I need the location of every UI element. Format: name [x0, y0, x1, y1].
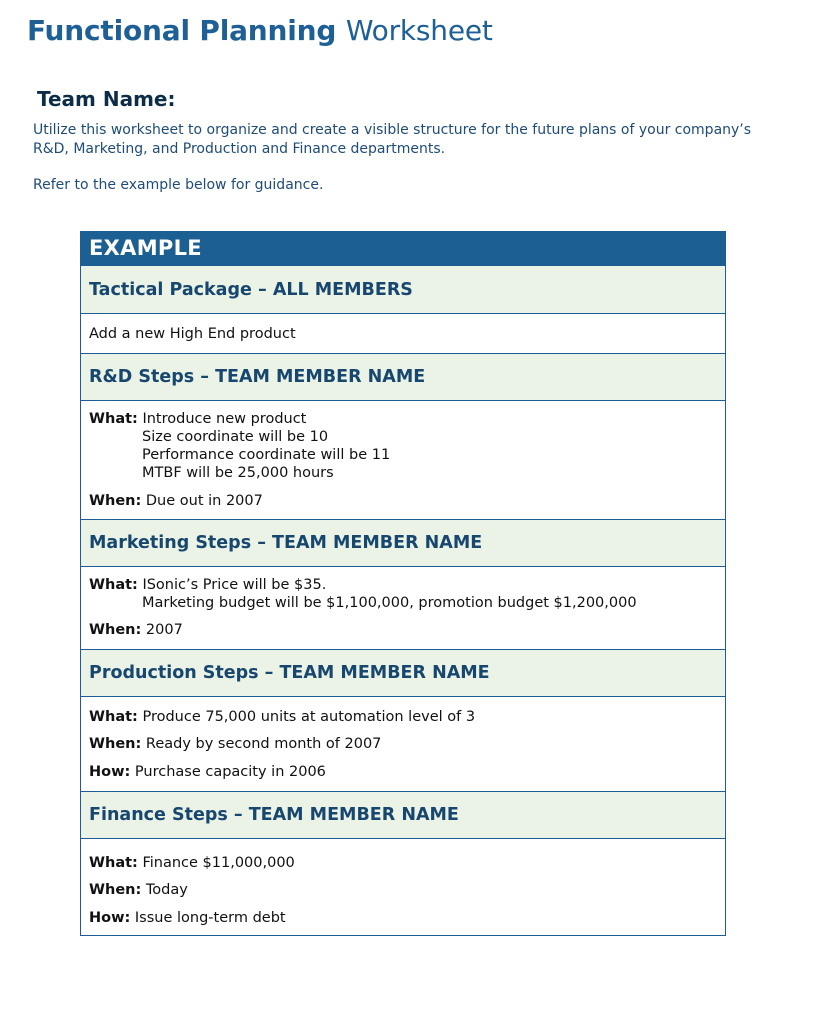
rd-what-line-3: Performance coordinate will be 11	[142, 447, 391, 463]
finance-what-line	[89, 854, 295, 872]
production-when-line	[89, 735, 381, 753]
marketing-when-value: 2007	[145, 622, 183, 638]
finance-when-value: Today	[145, 882, 188, 898]
marketing-when-label: When:	[89, 622, 142, 638]
finance-when-label: When:	[89, 882, 142, 898]
marketing-body	[81, 567, 725, 650]
finance-how-value: Issue long-term debt	[134, 910, 286, 926]
guidance-text: Refer to the example below for guidance.	[33, 177, 324, 193]
rd-what-value: Introduce new product	[142, 411, 307, 427]
production-when-value: Ready by second month of 2007	[145, 736, 382, 752]
marketing-what-line-2: Marketing budget will be $1,100,000, promotion budget $1,200,000	[142, 595, 637, 611]
marketing-what-line	[89, 576, 326, 594]
finance-how-label: How:	[89, 910, 131, 926]
production-what-label: What:	[89, 709, 138, 725]
production-how-label: How:	[89, 764, 131, 780]
rd-when-line	[89, 492, 263, 510]
marketing-when-line	[89, 621, 183, 639]
production-heading: Production Steps – TEAM MEMBER NAME	[81, 650, 725, 697]
page-title	[27, 13, 493, 49]
rd-what-line-2: Size coordinate will be 10	[142, 429, 329, 445]
marketing-heading: Marketing Steps – TEAM MEMBER NAME	[81, 520, 725, 567]
rd-heading: R&D Steps – TEAM MEMBER NAME	[81, 354, 725, 401]
production-body	[81, 697, 725, 792]
page-title-light: Worksheet	[345, 14, 493, 47]
production-what-value: Produce 75,000 units at automation level of 3	[142, 709, 476, 725]
marketing-what-value: ISonic’s Price will be $35.	[142, 577, 327, 593]
page-title-bold: Functional Planning	[27, 14, 337, 47]
rd-what-line-4: MTBF will be 25,000 hours	[142, 465, 334, 481]
production-how-value: Purchase capacity in 2006	[134, 764, 326, 780]
example-table	[80, 231, 726, 936]
rd-when-label: When:	[89, 493, 142, 509]
rd-when-value: Due out in 2007	[145, 493, 263, 509]
rd-what-label: What:	[89, 411, 138, 427]
finance-what-label: What:	[89, 855, 138, 871]
finance-what-value: Finance $11,000,000	[142, 855, 295, 871]
finance-heading: Finance Steps – TEAM MEMBER NAME	[81, 792, 725, 839]
production-when-label: When:	[89, 736, 142, 752]
production-what-line	[89, 708, 475, 726]
finance-body	[81, 839, 725, 935]
rd-body	[81, 401, 725, 520]
tactical-body	[81, 314, 725, 354]
marketing-what-label: What:	[89, 577, 138, 593]
tactical-text: Add a new High End product	[89, 326, 296, 342]
example-header: EXAMPLE	[81, 232, 725, 266]
finance-how-line	[89, 909, 286, 927]
rd-what-line	[89, 410, 306, 428]
finance-when-line	[89, 881, 188, 899]
team-name-label: Team Name:	[37, 87, 176, 111]
intro-text: Utilize this worksheet to organize and create a visible structure for the future plans of your company’s R&D, Marketing, and Production and Finance departments.	[33, 122, 752, 157]
production-how-line	[89, 763, 326, 781]
tactical-heading: Tactical Package – ALL MEMBERS	[81, 266, 725, 314]
